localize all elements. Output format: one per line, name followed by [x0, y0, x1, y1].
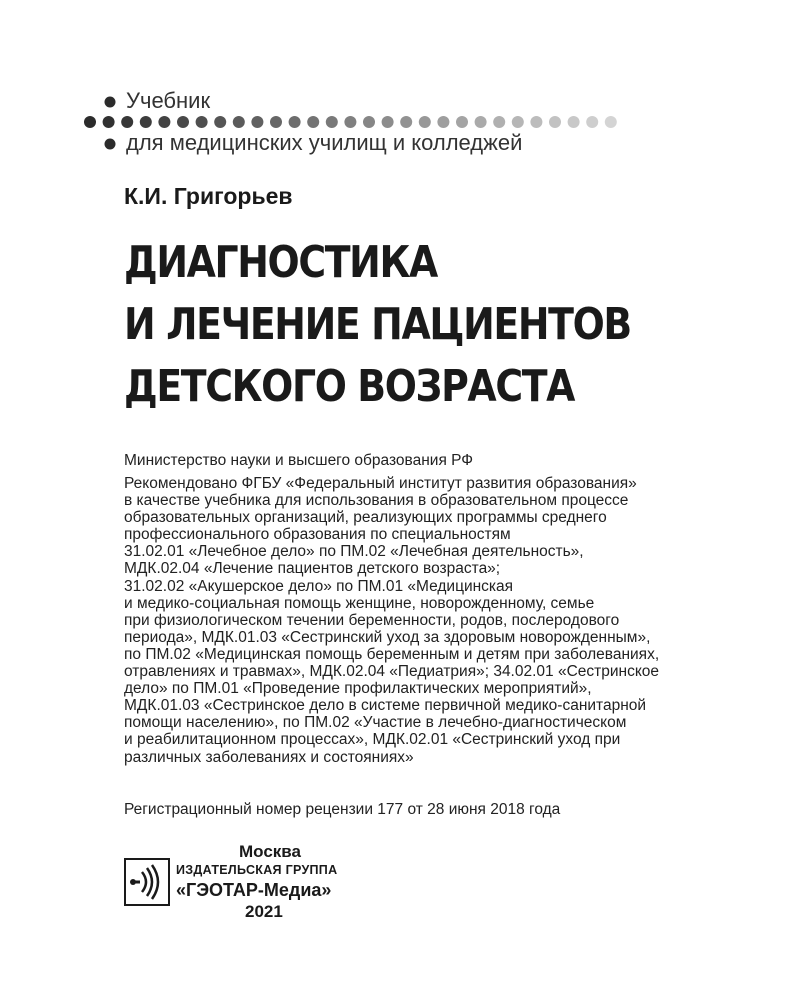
divider-dot [233, 116, 245, 128]
recommendation-line: дело» по ПМ.01 «Проведение профилактических мероприятий», [124, 680, 592, 698]
series-label: Учебник [126, 88, 211, 113]
divider-dot [493, 116, 505, 128]
recommendation-line: отравлениях и травмах», МДК.02.04 «Педиатрия»; 34.02.01 «Сестринское [124, 663, 660, 681]
recommendation-line: МДК.01.03 «Сестринское дело в системе первичной медико-санитарной [124, 697, 647, 715]
recommendation-line: образовательных организаций, реализующих программы среднего [124, 509, 607, 527]
recommendation-line: 31.02.02 «Акушерское дело» по ПМ.01 «Медицинская [124, 577, 514, 595]
divider-dot [177, 116, 189, 128]
title-line-1: ДИАГНОСТИКА [124, 237, 437, 288]
divider-dot [568, 116, 580, 128]
divider-dot [344, 116, 356, 128]
divider-dot [437, 116, 449, 128]
divider-dot [475, 116, 487, 128]
registration-number: Регистрационный номер рецензии 177 от 28 июня 2018 года [124, 801, 561, 818]
divider-dot [382, 116, 394, 128]
divider-dot [363, 116, 375, 128]
recommendation-line: при физиологическом течении беременности, родов, послеродового [124, 611, 620, 629]
divider-dot [121, 116, 133, 128]
publisher-logo-icon [124, 858, 170, 906]
recommendation-line: различных заболеваниях и состояниях» [124, 748, 414, 766]
publisher-city: Москва [239, 842, 301, 861]
recommendation-line: и реабилитационном процессах», МДК.02.01 «Сестринский уход при [124, 731, 621, 749]
divider-dot [196, 116, 208, 128]
divider-dot [530, 116, 542, 128]
divider-dot [456, 116, 468, 128]
divider-dot [289, 116, 301, 128]
title-line-3: ДЕТСКОГО ВОЗРАСТА [124, 361, 575, 412]
series-bullet-top [104, 96, 116, 108]
divider-dot [270, 116, 282, 128]
divider-dot [140, 116, 152, 128]
publisher-group: ИЗДАТЕЛЬСКАЯ ГРУППА [176, 863, 338, 877]
recommendation-line: по ПМ.02 «Медицинская помощь беременным и детям при заболеваниях, [124, 645, 660, 663]
recommendation-line: периода», МДК.01.03 «Сестринский уход за здоровым новорожденным», [124, 628, 651, 646]
recommendation-line: Рекомендовано ФГБУ «Федеральный институт развития образования» [124, 475, 637, 492]
title-line-2: И ЛЕЧЕНИЕ ПАЦИЕНТОВ [124, 299, 631, 350]
divider-dot [84, 116, 96, 128]
divider-dot [251, 116, 263, 128]
series-bullet-bottom [104, 138, 116, 150]
divider-dot [419, 116, 431, 128]
ministry-line: Министерство науки и высшего образования РФ [124, 452, 474, 469]
series-subtitle: для медицинских училищ и колледжей [126, 130, 523, 155]
recommendation-line: помощи населению», по ПМ.02 «Участие в лечебно-диагностическом [124, 714, 627, 732]
recommendation-line: профессионального образования по специальностям [124, 526, 511, 544]
author-name: К.И. Григорьев [124, 183, 293, 209]
publisher-name: «ГЭОТАР-Медиа» [176, 880, 332, 900]
recommendation-line: и медико-социальная помощь женщине, новорожденному, семье [124, 594, 595, 612]
divider-dot [158, 116, 170, 128]
divider-dot [103, 116, 115, 128]
book-title [124, 232, 631, 418]
divider-dot [605, 116, 617, 128]
publication-year: 2021 [245, 902, 283, 921]
recommendation-line: МДК.02.04 «Лечение пациентов детского возраста»; [124, 560, 501, 578]
recommendation-line: 31.02.01 «Лечебное дело» по ПМ.02 «Лечебная деятельность», [124, 543, 584, 561]
divider-dot [549, 116, 561, 128]
divider-dot [307, 116, 319, 128]
dotted-divider [84, 114, 624, 130]
publisher-block [124, 842, 424, 926]
divider-dot [512, 116, 524, 128]
divider-dot [400, 116, 412, 128]
divider-dot [214, 116, 226, 128]
divider-dot [586, 116, 598, 128]
divider-dot [326, 116, 338, 128]
recommendation-text [124, 475, 724, 766]
recommendation-line: в качестве учебника для использования в образовательном процессе [124, 492, 629, 510]
